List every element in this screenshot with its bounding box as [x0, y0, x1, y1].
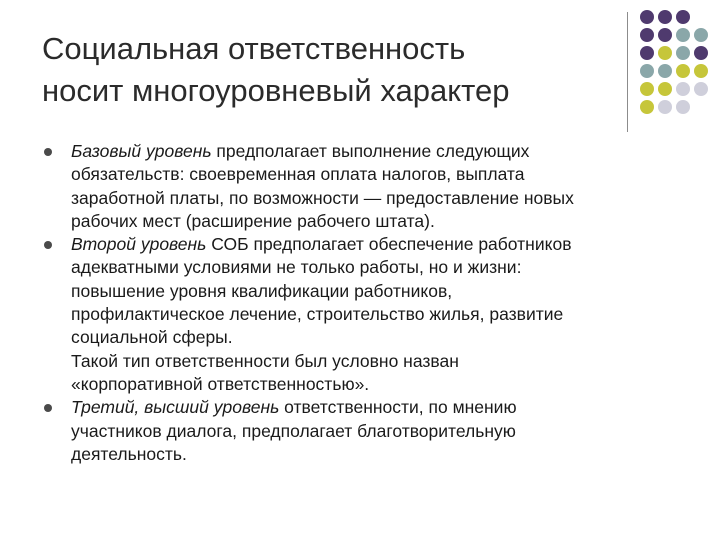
decorative-dot: [658, 28, 672, 42]
item-text: заработной платы, по возможности — предоставление новых: [71, 187, 574, 208]
item-text: профилактическое лечение, строительство жилья, развитие: [71, 304, 564, 325]
title-line-1: Социальная ответственность: [42, 31, 466, 66]
title-line-2: носит многоуровневый характер: [42, 73, 510, 108]
decorative-dot: [658, 100, 672, 114]
levels-list: [42, 140, 682, 466]
decorative-dot: [676, 46, 690, 60]
slide-title: [42, 28, 602, 112]
item-text: «корпоративной ответственностью».: [71, 373, 370, 394]
list-item-second-level: [42, 233, 682, 396]
item-text: предполагает выполнение следующих: [211, 141, 530, 161]
decorative-dot: [694, 64, 708, 78]
item-text: рабочих мест (расширение рабочего штата).: [71, 210, 435, 231]
list-item-basic-level: [42, 140, 682, 233]
decorative-dot: [676, 82, 690, 96]
decorative-dot: [658, 82, 672, 96]
decorative-dot: [640, 82, 654, 96]
item-lead: Второй уровень: [71, 234, 207, 255]
item-text: ответственности, по мнению: [279, 397, 517, 418]
decorative-dot: [694, 46, 708, 60]
decorative-dot: [694, 28, 708, 42]
decorative-dot: [640, 64, 654, 78]
decorative-dot: [676, 28, 690, 42]
item-text: участников диалога, предполагает благотворительную: [71, 420, 516, 441]
item-text: деятельность.: [71, 443, 187, 464]
decorative-dot: [676, 100, 690, 114]
item-text: повышение уровня квалификации работников,: [71, 280, 453, 301]
bullet-icon: [44, 404, 52, 412]
item-text: обязательств: своевременная оплата налогов, выплата: [71, 164, 525, 185]
item-lead: Базовый уровень: [71, 141, 212, 161]
item-text: адекватными условиями не только работы, но и жизни:: [71, 257, 522, 278]
decorative-dot: [658, 10, 672, 24]
title-divider-line: [627, 12, 628, 132]
item-text: социальной сферы.: [71, 327, 233, 348]
item-lead: Третий, высший уровень: [71, 397, 280, 418]
decorative-dot: [640, 28, 654, 42]
decorative-dot: [676, 64, 690, 78]
item-text: Такой тип ответственности был условно назван: [71, 350, 459, 371]
bullet-icon: [44, 241, 52, 249]
decorative-dot: [658, 64, 672, 78]
decorative-dot: [640, 10, 654, 24]
decorative-dot: [676, 10, 690, 24]
decorative-dot: [694, 82, 708, 96]
list-item-third-level: [42, 396, 682, 466]
decorative-dot: [640, 46, 654, 60]
bullet-icon: [44, 148, 52, 156]
decorative-dot: [640, 100, 654, 114]
item-text: СОБ предполагает обеспечение работников: [206, 234, 572, 255]
decorative-dot: [658, 46, 672, 60]
